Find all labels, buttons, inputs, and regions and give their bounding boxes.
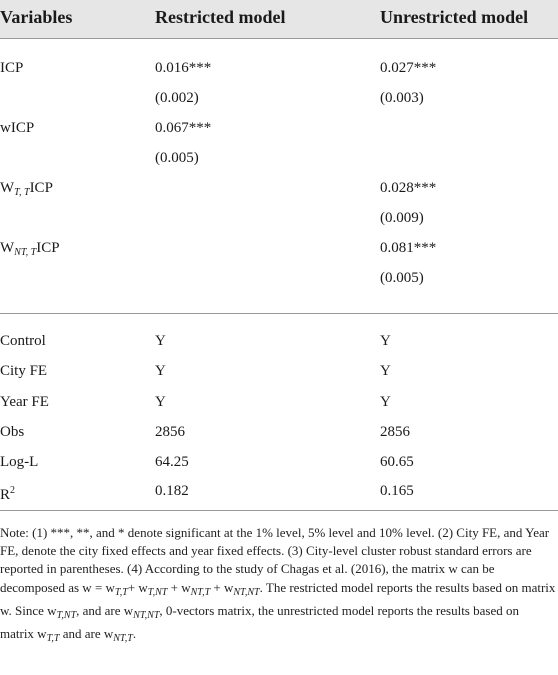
note-subscript: NT,NT xyxy=(233,586,260,598)
row-label-prefix: R xyxy=(0,487,11,503)
note-subscript: T,NT xyxy=(56,609,77,621)
unrestricted-value: 2856 xyxy=(380,424,410,440)
row-label-suffix: ICP xyxy=(29,180,53,196)
note-text: , 0-vectors matrix, the unrestricted model reports the results based on matrix w xyxy=(0,602,519,642)
note-text: Note: (1) ***, **, and * denote significant at the 1% level, 5% level and 10% level. (2) City FE, and Year FE, denote the city fixed effects and year fixed effects. (3) City-level cluster robust standard errors are reported in parentheses. (4) According to the study of Chagas et al. (2016), the matrix w can be decomposed as w = w xyxy=(0,525,550,595)
note-text: + w xyxy=(167,579,191,595)
unrestricted-value: Y xyxy=(380,333,391,349)
row-label-wtt-icp xyxy=(0,179,53,202)
note-subscript: NT,NT xyxy=(133,609,160,621)
restricted-se: (0.002) xyxy=(155,90,199,106)
note-text: + w xyxy=(127,579,148,595)
note-text: and are w xyxy=(59,626,114,642)
unrestricted-se: (0.005) xyxy=(380,270,424,286)
unrestricted-value: Y xyxy=(380,394,391,410)
note-text: . The restricted model reports the results based on matrix w. Since w xyxy=(0,579,556,618)
row-label: Log-L xyxy=(0,454,39,470)
row-label-superscript: 2 xyxy=(10,485,16,496)
row-label-suffix: ICP xyxy=(36,240,60,256)
header-restricted-model: Restricted model xyxy=(155,7,286,27)
header-variables: Variables xyxy=(0,7,73,27)
unrestricted-value: 0.081*** xyxy=(380,240,437,256)
row-label-wntt-icp xyxy=(0,239,60,262)
restricted-value: Y xyxy=(155,363,166,379)
restricted-value: Y xyxy=(155,333,166,349)
row-label: City FE xyxy=(0,363,48,379)
note-subscript: T,NT xyxy=(147,586,168,598)
row-label: ICP xyxy=(0,60,24,76)
row-label: wICP xyxy=(0,120,35,136)
unrestricted-value: 0.165 xyxy=(380,483,414,499)
table-note xyxy=(0,524,556,648)
restricted-value: Y xyxy=(155,394,166,410)
row-label-subscript: NT, T xyxy=(14,247,37,258)
row-label: Obs xyxy=(0,424,25,440)
restricted-value: 0.182 xyxy=(155,483,189,499)
row-label-subscript: T, T xyxy=(14,187,30,198)
unrestricted-value: 0.028*** xyxy=(380,180,437,196)
unrestricted-value: Y xyxy=(380,363,391,379)
note-subscript: NT,T xyxy=(190,586,211,598)
table-bottom-divider xyxy=(0,510,558,511)
header-unrestricted-model: Unrestricted model xyxy=(380,7,529,27)
note-text: , and are w xyxy=(76,602,134,618)
note-subscript: T,T xyxy=(114,586,128,598)
note-subscript: NT,T xyxy=(113,633,133,645)
header-divider xyxy=(0,38,558,39)
unrestricted-se: (0.009) xyxy=(380,210,424,226)
note-text: . xyxy=(132,626,137,642)
unrestricted-value: 60.65 xyxy=(380,454,414,470)
row-label: Control xyxy=(0,333,46,349)
restricted-se: (0.005) xyxy=(155,150,199,166)
row-label-prefix: W xyxy=(0,240,15,256)
restricted-value: 2856 xyxy=(155,424,185,440)
row-label-r-squared xyxy=(0,482,15,504)
note-text: + w xyxy=(210,579,234,595)
unrestricted-se: (0.003) xyxy=(380,90,424,106)
row-label: Year FE xyxy=(0,394,49,410)
restricted-value: 0.067*** xyxy=(155,120,212,136)
note-subscript: T,T xyxy=(46,633,60,645)
row-label-prefix: W xyxy=(0,180,15,196)
restricted-value: 0.016*** xyxy=(155,60,212,76)
section-divider xyxy=(0,313,558,314)
unrestricted-value: 0.027*** xyxy=(380,60,437,76)
restricted-value: 64.25 xyxy=(155,454,189,470)
